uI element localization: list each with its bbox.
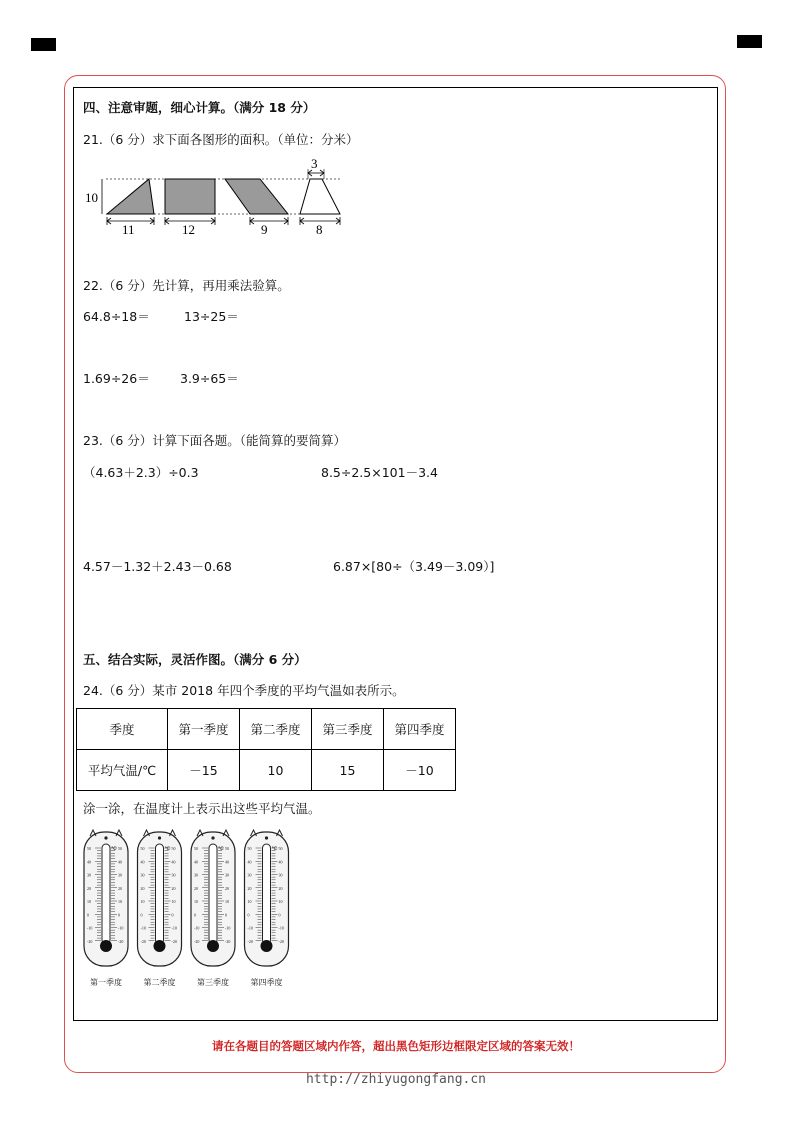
table-cell: 10 [240,750,312,791]
scale-label: -10 [194,925,200,931]
table-row [77,750,456,791]
scale-label: 50 [118,846,122,851]
scale-label: -20 [140,938,146,944]
q23-item-4: 6.87×[80÷（3.49－3.09）] [333,559,495,574]
scale-label: 50 [194,846,198,851]
unit-label: ℃ [218,847,224,852]
rectangle-shape [165,179,215,214]
scale-label: 40 [225,859,229,865]
scale-label: 40 [247,859,252,865]
table-cell: 平均气温/℃ [77,750,168,791]
scale-label: -10 [140,925,146,931]
thermometer-bulb [261,940,273,952]
section5-heading: 五、结合实际，灵活作图。（满分 6 分） [83,652,307,667]
parallelogram-shape [225,179,288,214]
scale-label: 10 [278,899,283,904]
thermometer-bulb [207,940,219,952]
q22-item-4: 3.9÷65＝ [180,371,239,386]
q22-text: 22.（6 分）先计算，再用乘法验算。 [83,278,290,293]
scale-label: 30 [247,872,252,878]
base-label-2: 12 [182,222,195,237]
scale-label: 0 [225,912,227,918]
q23-item-2: 8.5÷2.5×101－3.4 [321,465,438,480]
table-cell: 第一季度 [168,709,240,750]
scale-label: 20 [87,885,91,891]
scale-label: -10 [87,925,93,931]
q21-figures [80,155,350,237]
q22-item-1: 64.8÷18＝ [83,309,150,324]
scale-label: 20 [225,885,229,891]
thermometer-bulb [100,940,112,952]
scale-label: 40 [118,859,122,865]
scale-label: 0 [247,912,250,918]
q24-instruction: 涂一涂，在温度计上表示出这些平均气温。 [83,801,321,816]
footer-warning: 请在各题目的答题区域内作答，超出黑色矩形边框限定区域的答案无效！ [212,1039,580,1053]
scale-label: 10 [194,899,198,904]
scale-label: 30 [87,872,91,878]
q22-item-2: 13÷25＝ [184,309,239,324]
scale-label: 10 [225,899,229,904]
table-cell: 第三季度 [312,709,384,750]
scale-label: 0 [140,912,143,918]
scale-label: 30 [171,872,176,878]
scale-label: -10 [118,925,124,931]
scale-label: 30 [140,872,145,878]
scale-label: -20 [278,938,284,944]
scale-label: 10 [118,899,122,904]
scale-label: 10 [140,899,145,904]
corner-marker-right [737,35,762,48]
scale-label: 10 [171,899,176,904]
scale-label: 50 [225,846,229,851]
thermometer-bulb [154,940,166,952]
table-cell: 季度 [77,709,168,750]
scale-label: -20 [247,938,253,944]
scale-label: 50 [247,846,252,851]
scale-label: 10 [87,899,91,904]
triangle-shape [107,179,154,214]
scale-label: 30 [118,872,122,878]
thermometer [84,830,128,987]
unit-label: ℃ [164,847,171,852]
top-label: 3 [311,156,318,171]
table-cell: －10 [384,750,456,791]
q23-item-1: （4.63＋2.3）÷0.3 [83,465,199,480]
scale-label: 50 [87,846,91,851]
thermometer-label: 第一季度 [90,978,122,987]
thermometers [80,824,310,994]
scale-label: 30 [225,872,229,878]
table-cell: －15 [168,750,240,791]
unit-label: ℃ [111,847,117,852]
section4-heading: 四、注意审题，细心计算。（满分 18 分） [83,100,316,115]
trapezoid-shape [300,179,340,214]
scale-label: 30 [194,872,198,878]
scale-label: -10 [247,925,253,931]
scale-label: -10 [225,925,231,931]
thermometer [138,830,182,987]
scale-label: -20 [225,938,231,944]
scale-label: 30 [278,872,283,878]
unit-label: ℃ [271,847,278,852]
scale-label: 20 [140,885,145,891]
scale-label: 40 [87,859,91,865]
scale-label: 0 [118,912,120,918]
scale-label: 40 [140,859,145,865]
corner-marker-left [31,38,56,51]
scale-label: -20 [118,938,124,944]
scale-label: -20 [194,938,200,944]
q22-item-3: 1.69÷26＝ [83,371,150,386]
scale-label: 20 [171,885,176,891]
table-cell: 第四季度 [384,709,456,750]
table-cell: 第二季度 [240,709,312,750]
source-url[interactable]: http://zhiyugongfang.cn [305,1072,486,1087]
scale-label: 40 [278,859,283,865]
temperature-table [76,708,456,791]
table-row [77,709,456,750]
thermometer-label: 第三季度 [197,978,229,987]
scale-label: 10 [247,899,252,904]
thermometer [245,830,289,987]
thermometer-label: 第二季度 [143,978,176,987]
scale-label: 20 [247,885,252,891]
base-label-1: 11 [122,222,135,237]
q23-text: 23.（6 分）计算下面各题。（能简算的要简算） [83,433,347,448]
scale-label: -10 [171,925,177,931]
q21-text: 21.（6 分）求下面各图形的面积。（单位：分米） [83,132,359,147]
scale-label: 50 [171,846,176,851]
scale-label: 0 [194,912,196,918]
scale-label: 0 [171,912,174,918]
scale-label: -20 [171,938,177,944]
scale-label: 0 [87,912,89,918]
q24-text: 24.（6 分）某市 2018 年四个季度的平均气温如表所示。 [83,683,405,698]
scale-label: 20 [194,885,198,891]
scale-label: 40 [171,859,176,865]
scale-label: 20 [278,885,283,891]
scale-label: -20 [87,938,93,944]
scale-label: 50 [278,846,283,851]
scale-label: 20 [118,885,122,891]
thermometer-label: 第四季度 [250,978,283,987]
q23-item-3: 4.57－1.32＋2.43－0.68 [83,559,232,574]
base-label-3: 9 [261,222,268,237]
scale-label: -10 [278,925,284,931]
thermometer [191,830,235,987]
base-label-4: 8 [316,222,323,237]
scale-label: 50 [140,846,145,851]
scale-label: 40 [194,859,198,865]
height-label: 10 [85,190,98,205]
scale-label: 0 [278,912,281,918]
table-cell: 15 [312,750,384,791]
